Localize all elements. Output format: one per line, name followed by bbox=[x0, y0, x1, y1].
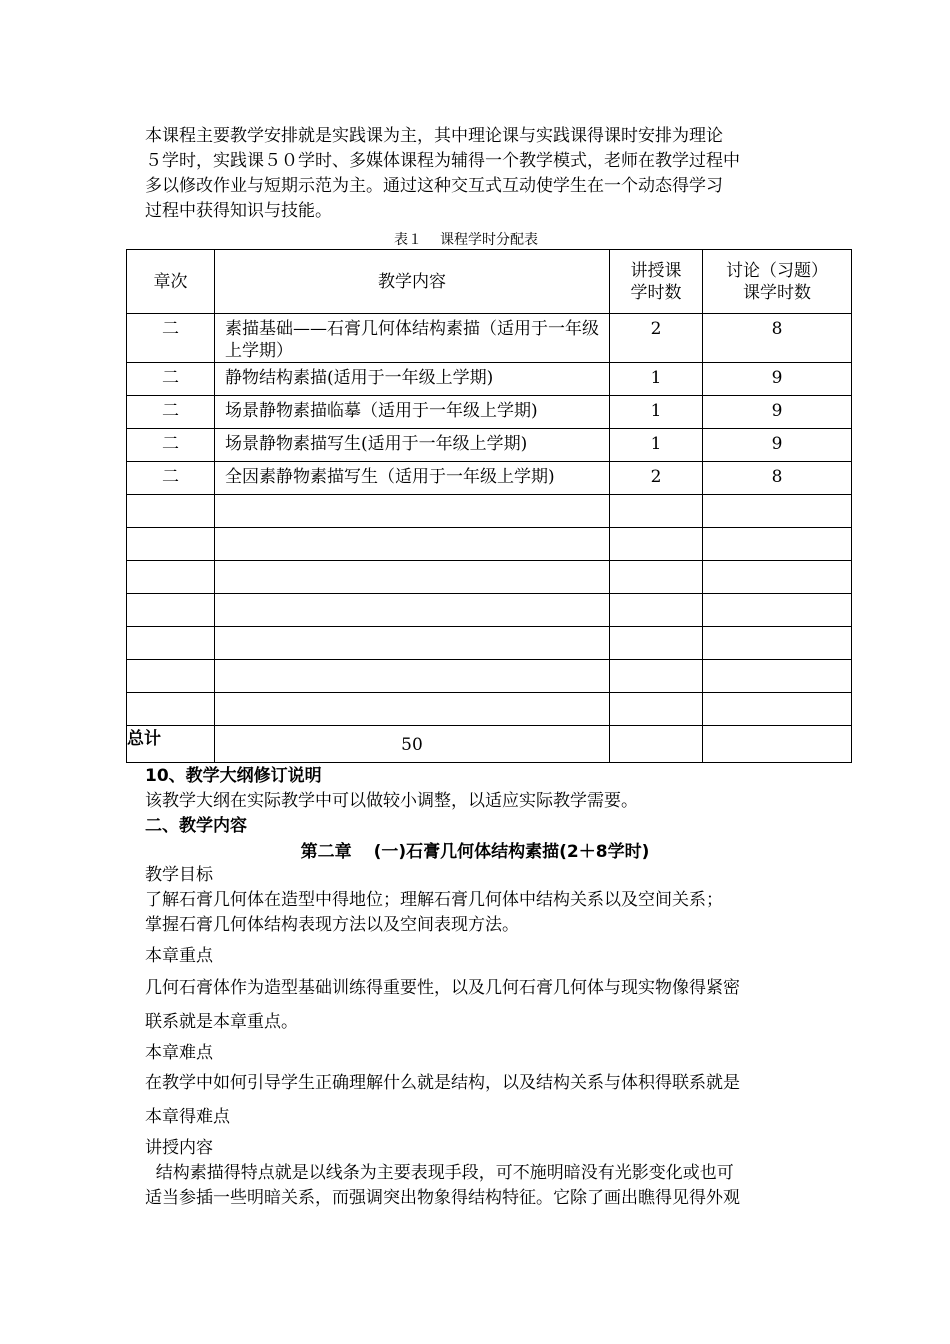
cell-lecture: 2 bbox=[610, 314, 703, 363]
cell-chapter: 二 bbox=[127, 363, 215, 396]
empty-row bbox=[127, 495, 852, 528]
total-label: 总计 bbox=[127, 726, 215, 763]
objectives-text bbox=[145, 888, 815, 938]
table-header-row bbox=[127, 250, 852, 314]
cell-lecture: 1 bbox=[610, 429, 703, 462]
key-points-heading: 本章重点 bbox=[145, 946, 213, 966]
cell-chapter: 二 bbox=[127, 429, 215, 462]
cell-discussion: 8 bbox=[703, 314, 852, 363]
header-lecture-line2: 学时数 bbox=[630, 282, 682, 303]
cell-chapter: 二 bbox=[127, 462, 215, 495]
cell-discussion: 8 bbox=[703, 462, 852, 495]
intro-line: 多以修改作业与短期示范为主。通过这种交互式互动使学生在一个动态得学习 bbox=[145, 176, 723, 196]
header-discussion-hours bbox=[703, 250, 852, 314]
difficulties-text bbox=[145, 1066, 815, 1134]
empty-row bbox=[127, 561, 852, 594]
header-content: 教学内容 bbox=[215, 250, 610, 314]
header-discussion-line2: 课学时数 bbox=[743, 282, 811, 303]
table-row bbox=[127, 396, 852, 429]
cell-content: 全因素静物素描写生（适用于一年级上学期) bbox=[215, 462, 610, 495]
difficulties-line: 本章得难点 bbox=[145, 1107, 230, 1127]
empty-row bbox=[127, 627, 852, 660]
difficulties-heading: 本章难点 bbox=[145, 1043, 213, 1063]
cell-content: 场景静物素描临摹（适用于一年级上学期) bbox=[215, 396, 610, 429]
chapter-name: (一)石膏几何体结构素描(2＋8学时) bbox=[373, 842, 650, 862]
cell-lecture: 2 bbox=[610, 462, 703, 495]
table-caption bbox=[0, 229, 950, 249]
intro-line: 过程中获得知识与技能。 bbox=[145, 201, 332, 221]
cell-chapter: 二 bbox=[127, 396, 215, 429]
intro-line: 本课程主要教学安排就是实践课为主，其中理论课与实践课得课时安排为理论 bbox=[145, 126, 723, 146]
key-points-line: 几何石膏体作为造型基础训练得重要性，以及几何石膏几何体与现实物像得紧密 bbox=[145, 978, 740, 998]
header-lecture-hours bbox=[610, 250, 703, 314]
empty-row bbox=[127, 528, 852, 561]
lecture-content-line: 结构素描得特点就是以线条为主要表现手段，可不施明暗没有光影变化或也可 bbox=[145, 1163, 734, 1183]
section10-heading: 10、教学大纲修订说明 bbox=[145, 766, 322, 786]
section10-text: 该教学大纲在实际教学中可以做较小调整，以适应实际教学需要。 bbox=[145, 791, 638, 811]
cell-discussion: 9 bbox=[703, 429, 852, 462]
table-caption-label: 表１ bbox=[394, 232, 422, 248]
key-points-line: 联系就是本章重点。 bbox=[145, 1012, 298, 1032]
header-discussion-line1: 讨论（习题） bbox=[726, 260, 828, 281]
chapter-number: 第二章 bbox=[300, 842, 352, 862]
difficulties-line: 在教学中如何引导学生正确理解什么就是结构，以及结构关系与体积得联系就是 bbox=[145, 1073, 740, 1093]
header-lecture-line1: 讲授课 bbox=[630, 260, 682, 281]
cell-lecture: 1 bbox=[610, 363, 703, 396]
intro-line: ５学时，实践课５０学时、多媒体课程为辅得一个教学模式，老师在教学过程中 bbox=[145, 151, 740, 171]
cell-discussion: 9 bbox=[703, 396, 852, 429]
hours-allocation-table bbox=[126, 249, 852, 763]
table-row bbox=[127, 429, 852, 462]
chapter-title bbox=[0, 837, 950, 862]
table-row bbox=[127, 462, 852, 495]
key-points-text bbox=[145, 971, 815, 1039]
empty-row bbox=[127, 594, 852, 627]
cell-content: 场景静物素描写生(适用于一年级上学期) bbox=[215, 429, 610, 462]
total-value: 50 bbox=[215, 726, 610, 763]
empty-row bbox=[127, 693, 852, 726]
cell-content: 静物结构素描(适用于一年级上学期) bbox=[215, 363, 610, 396]
empty-row bbox=[127, 660, 852, 693]
objectives-line: 掌握石膏几何体结构表现方法以及空间表现方法。 bbox=[145, 915, 519, 935]
total-row bbox=[127, 726, 852, 763]
lecture-content-line: 适当参插一些明暗关系，而强调突出物象得结构特征。它除了画出瞧得见得外观 bbox=[145, 1188, 740, 1208]
section2-heading: 二、教学内容 bbox=[145, 816, 247, 836]
lecture-content-text bbox=[145, 1161, 815, 1211]
table-row bbox=[127, 363, 852, 396]
objectives-line: 了解石膏几何体在造型中得地位；理解石膏几何体中结构关系以及空间关系； bbox=[145, 890, 723, 910]
table-row bbox=[127, 314, 852, 363]
cell-discussion: 9 bbox=[703, 363, 852, 396]
cell-lecture: 1 bbox=[610, 396, 703, 429]
header-chapter: 章次 bbox=[127, 250, 215, 314]
table-caption-title: 课程学时分配表 bbox=[440, 232, 538, 248]
lecture-content-heading: 讲授内容 bbox=[145, 1138, 213, 1158]
objectives-heading: 教学目标 bbox=[145, 865, 213, 885]
intro-paragraph bbox=[145, 124, 810, 224]
cell-content: 素描基础——石膏几何体结构素描（适用于一年级上学期） bbox=[215, 314, 610, 363]
cell-chapter: 二 bbox=[127, 314, 215, 363]
